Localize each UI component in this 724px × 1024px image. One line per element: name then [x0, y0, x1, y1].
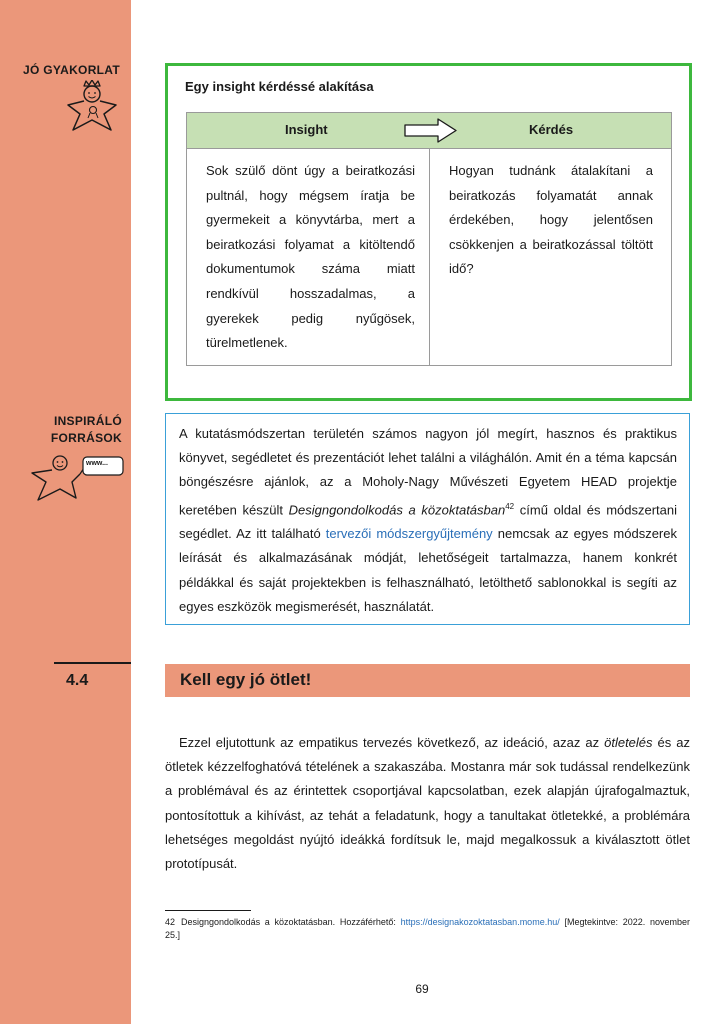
- insight-question-table: [186, 112, 672, 366]
- insight-column-header: Insight: [285, 122, 328, 137]
- footnote-link[interactable]: https://designakozoktatasban.mome.hu/: [400, 917, 560, 927]
- section-heading: Kell egy jó ötlet!: [180, 670, 312, 689]
- footnote-text: Designgondolkodás a közoktatásban. Hozzáférhető:: [181, 917, 401, 927]
- section-number-rule: [54, 662, 131, 664]
- footnote-number: 42: [165, 917, 176, 927]
- column-divider: [429, 148, 430, 365]
- body-text-part1: Ezzel eljutottunk az empatikus tervezés következő, az ideáció, azaz az: [179, 735, 605, 750]
- inspiring-sources-text: [179, 422, 677, 619]
- sources-text-italic-title: Designgondolkodás a közoktatásban: [288, 501, 506, 517]
- inspiring-sources-label-line1: INSPIRÁLÓ: [53, 414, 122, 428]
- arrow-right-icon: [404, 118, 458, 143]
- section-body-paragraph: [165, 731, 690, 876]
- good-practice-title: Egy insight kérdéssé alakítása: [185, 79, 374, 94]
- star-person-speech-bubble-icon: [28, 452, 126, 504]
- good-practice-label: JÓ GYAKORLAT: [23, 63, 120, 77]
- sources-text-part3: nemcsak az egyes módszerek leírását és alkalmazásának módját, lehetőségeit tartalmazza, hanem konkrét példákkal és saját projektekben is felhasználható, letölthető sablonokkal is segíti az egyes eszközök megismerését, használatát.: [179, 526, 677, 614]
- sidebar: [0, 0, 131, 1024]
- section-heading-bar: [165, 664, 690, 697]
- inspiring-sources-box: [165, 413, 690, 625]
- inspiring-sources-label: [20, 413, 122, 447]
- question-column-header: Kérdés: [529, 122, 574, 137]
- page-number: 69: [415, 982, 429, 996]
- table-header: [187, 113, 671, 149]
- section-number: 4.4: [66, 672, 89, 689]
- inspiring-sources-label-line2: FORRÁSOK: [50, 431, 122, 445]
- body-text-italic: ötletelés: [604, 735, 653, 750]
- star-person-crown-icon: [64, 80, 120, 132]
- footnote-rule: [165, 910, 251, 911]
- question-cell-text: Hogyan tudnánk átalakítani a beiratkozás folyamatát annak érdekében, hogy jelentősen csökkenjen a beiratkozással töltött idő?: [449, 163, 653, 277]
- insight-cell-text: Sok szülő dönt úgy a beiratkozási pultnál, hogy mégsem íratja be gyermekeit a könyvtárba, mert a beiratkozási folyamat a kitöltendő dokumentumok száma miatt rendkívül hosszadalmas, a gyerekek pedig nyűgösek, türelmetlenek.: [206, 163, 415, 351]
- method-collection-link[interactable]: tervezői módszergyűjtemény: [325, 526, 493, 542]
- body-text-part2: és az ötletek kézzelfoghatóvá tételének a szakaszába. Mostanra már sok tudással rendelkezünk a problémával és az érintettek csoportjával kapcsolatban, ezek alapján újrafogalmaztuk, pontosítottuk a kihívást, az tehát a feladatunk, hogy a tanultakat ötletekké, a problémára lehetséges megoldást nyújtó ideákká fordítsuk le, majd megalkossuk a kiválasztott ötlet prototípusát.: [165, 735, 691, 872]
- footnote: [165, 916, 690, 942]
- footnote-reference[interactable]: 42: [505, 501, 515, 511]
- footnote-suffix: [Megtekintve: 2022. november 25.]: [165, 917, 690, 940]
- sources-text-part2: című oldal és módszertani segédlet. Az itt található: [179, 501, 677, 542]
- sources-text-part1: A kutatásmódszertan területén számos nagyon jól megírt, hasznos és praktikus könyvet, segédletet és prezentációt lehet találni a világhálón. Amit én a téma kapcsán böngészésre ajánlok, az a Moholy-Nagy Művészeti Egyetem HEAD projektje keretében készült: [179, 426, 677, 517]
- www-bubble-text: www...: [86, 460, 108, 467]
- good-practice-box: [165, 63, 692, 401]
